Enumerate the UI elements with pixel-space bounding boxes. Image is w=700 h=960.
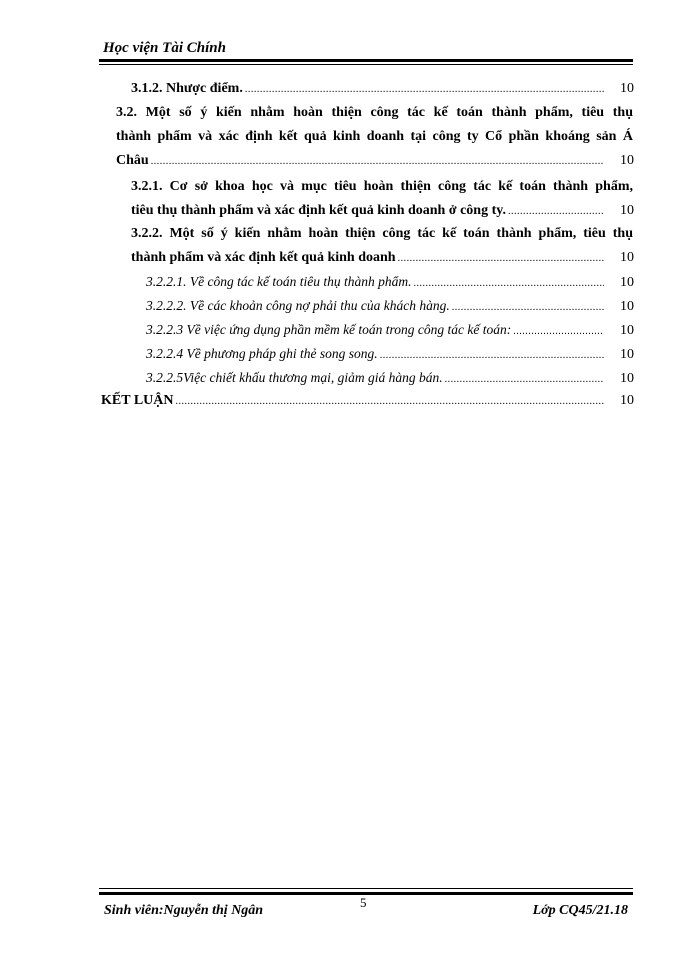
toc-entry-text: 3.2.1. Cơ sở khoa học và mục tiêu hoàn thiện công tác kế toán thành phẩm, — [131, 179, 633, 194]
toc-entry-text: 3.2. Một số ý kiến nhằm hoàn thiện công tác kế toán thành phẩm, tiêu thụ — [116, 105, 633, 120]
footer-student-name: Sinh viên:Nguyễn thị Ngân — [104, 903, 264, 918]
toc-entry-3-2-line3[interactable] — [116, 149, 634, 174]
toc-entry-text: 3.2.2.3 Về việc ứng dụng phần mềm kế toán trong công tác kế toán: — [146, 322, 512, 337]
header-rule-thick — [99, 59, 633, 62]
toc-entry-text: thành phẩm và xác định kết quả kinh doanh — [131, 250, 396, 265]
toc-page-number: 10 — [620, 347, 634, 362]
toc-entry-3-2-line1[interactable] — [116, 101, 633, 125]
toc-entry-ket-luan[interactable] — [101, 389, 634, 414]
toc-entry-text: 3.2.2.5Việc chiết khấu thương mại, giảm giá hàng bán. — [146, 370, 443, 385]
toc-page-number: 10 — [620, 153, 634, 168]
toc-entry-text: tiêu thụ thành phẩm và xác định kết quả kinh doanh ở công ty. — [131, 203, 506, 218]
dot-leader — [513, 320, 604, 344]
dot-leader — [175, 390, 604, 414]
toc-page-number: 10 — [620, 323, 634, 338]
toc-page-number: 10 — [620, 393, 634, 408]
header-title: Học viện Tài Chính — [103, 40, 226, 56]
toc-page-number: 10 — [620, 371, 634, 386]
footer-page-number: 5 — [360, 895, 367, 910]
toc-entry-3-2-2-2[interactable] — [146, 294, 634, 320]
toc-page-number: 10 — [620, 203, 634, 218]
toc-entry-text: thành phẩm và xác định kết quả kinh doanh tại công ty Cổ phần khoáng sản Á — [116, 129, 633, 144]
dot-leader — [398, 247, 604, 271]
footer-rule-thin — [99, 888, 633, 889]
dot-leader — [380, 344, 604, 368]
toc-page-number: 10 — [620, 299, 634, 314]
toc-entry-3-2-line2[interactable] — [116, 125, 633, 149]
toc-entry-text: 3.2.2.4 Về phương pháp ghi thẻ song song. — [146, 346, 378, 361]
toc-entry-3-1-2[interactable] — [131, 77, 634, 102]
toc-entry-3-2-2-3[interactable] — [146, 318, 634, 344]
toc-entry-text: 3.2.2.2. Về các khoản công nợ phải thu của khách hàng. — [146, 298, 450, 313]
toc-entry-3-2-2-line2[interactable] — [131, 246, 634, 271]
toc-page-number: 10 — [620, 275, 634, 290]
toc-page-number: 10 — [620, 250, 634, 265]
toc-page-number: 10 — [620, 81, 634, 96]
dot-leader — [452, 296, 604, 320]
dot-leader — [245, 78, 604, 102]
toc-entry-text: 3.1.2. Nhược điểm. — [131, 81, 243, 96]
toc-entry-text: 3.2.2. Một số ý kiến nhằm hoàn thiện công tác kế toán thành phẩm, tiêu thụ — [131, 226, 633, 241]
dot-leader — [151, 150, 604, 174]
toc-entry-text: KẾT LUẬN — [101, 393, 174, 408]
dot-leader — [413, 272, 604, 296]
toc-entry-3-2-2-line1[interactable] — [131, 222, 633, 246]
toc-entry-3-2-1-line1[interactable] — [131, 175, 633, 199]
toc-entry-3-2-2-1[interactable] — [146, 270, 634, 296]
toc-entry-3-2-1-line2[interactable] — [131, 199, 634, 224]
toc-entry-text: 3.2.2.1. Về công tác kế toán tiêu thụ thành phẩm. — [146, 274, 412, 289]
toc-entry-text: Châu — [116, 153, 149, 168]
toc-entry-3-2-2-4[interactable] — [146, 342, 634, 368]
footer-class: Lớp CQ45/21.18 — [532, 903, 628, 918]
dot-leader — [508, 200, 604, 224]
header-rule-thin — [99, 64, 633, 65]
